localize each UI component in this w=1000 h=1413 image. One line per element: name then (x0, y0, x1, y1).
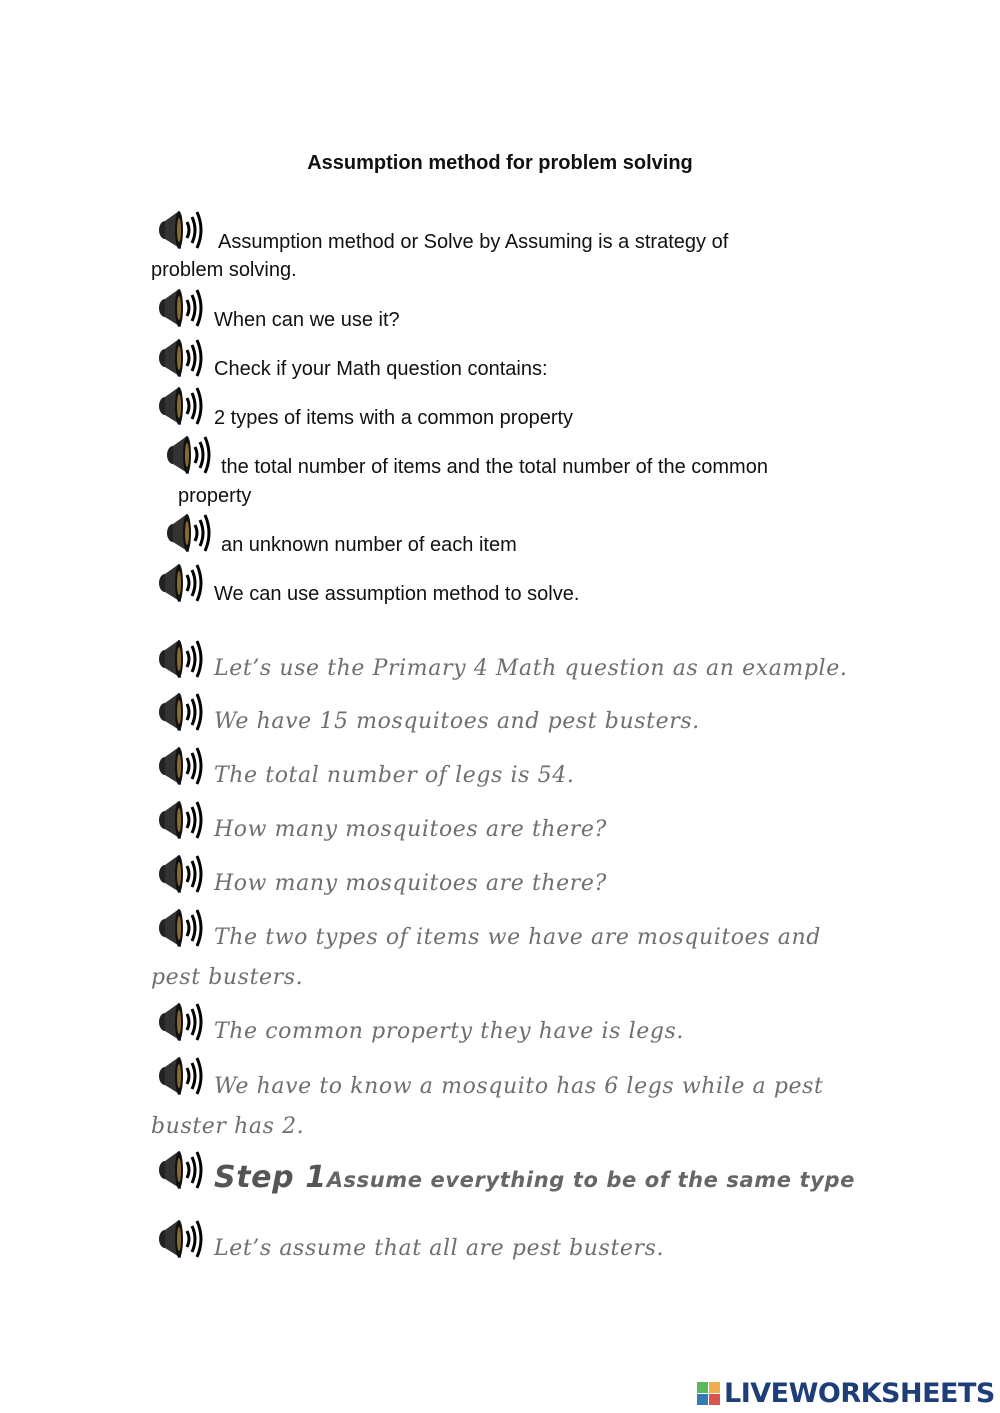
speaker-audio-icon[interactable] (155, 743, 207, 789)
intro-text: Assumption method or Solve by Assuming is a strategy of (218, 231, 729, 253)
logo-cubes-icon (697, 1382, 720, 1405)
intro-text: 2 types of items with a common property (214, 407, 574, 429)
speaker-audio-icon[interactable] (155, 1216, 207, 1262)
example-text: Let’s assume that all are pest busters. (214, 1236, 665, 1261)
intro-text: When can we use it? (214, 309, 400, 331)
speaker-audio-icon[interactable] (163, 510, 215, 556)
logo-text: LIVEWORKSHEETS (724, 1378, 995, 1409)
speaker-audio-icon[interactable] (155, 383, 207, 429)
speaker-audio-icon[interactable] (155, 207, 207, 253)
intro-text: an unknown number of each item (221, 534, 517, 556)
example-text: buster has 2. (151, 1114, 305, 1139)
intro-text: Check if your Math question contains: (214, 358, 548, 380)
example-text: pest busters. (151, 965, 304, 990)
example-text: The total number of legs is 54. (214, 763, 575, 788)
example-text: The two types of items we have are mosquitoes and (214, 925, 821, 950)
speaker-audio-icon[interactable] (163, 432, 215, 478)
example-text: We have to know a mosquito has 6 legs while a pest (214, 1074, 824, 1099)
speaker-audio-icon[interactable] (155, 689, 207, 735)
step-description: Assume everything to be of the same type (326, 1168, 855, 1192)
speaker-audio-icon[interactable] (155, 797, 207, 843)
example-text (214, 1160, 855, 1195)
intro-text: We can use assumption method to solve. (214, 583, 580, 605)
page-title: Assumption method for problem solving (307, 152, 693, 174)
liveworksheets-logo (697, 1378, 995, 1409)
speaker-audio-icon[interactable] (155, 335, 207, 381)
speaker-audio-icon[interactable] (155, 905, 207, 951)
example-text: How many mosquitoes are there? (214, 817, 607, 842)
intro-text: problem solving. (151, 259, 297, 281)
step-label: Step 1 (214, 1160, 327, 1195)
intro-text: property (178, 485, 252, 507)
example-text: Let’s use the Primary 4 Math question as an example. (214, 656, 848, 681)
speaker-audio-icon[interactable] (155, 285, 207, 331)
speaker-audio-icon[interactable] (155, 1147, 207, 1193)
speaker-audio-icon[interactable] (155, 560, 207, 606)
speaker-audio-icon[interactable] (155, 636, 207, 682)
example-text: We have 15 mosquitoes and pest busters. (214, 709, 700, 734)
speaker-audio-icon[interactable] (155, 999, 207, 1045)
speaker-audio-icon[interactable] (155, 1053, 207, 1099)
intro-text: the total number of items and the total number of the common (221, 456, 768, 478)
example-text: How many mosquitoes are there? (214, 871, 607, 896)
example-text: The common property they have is legs. (214, 1019, 684, 1044)
speaker-audio-icon[interactable] (155, 851, 207, 897)
